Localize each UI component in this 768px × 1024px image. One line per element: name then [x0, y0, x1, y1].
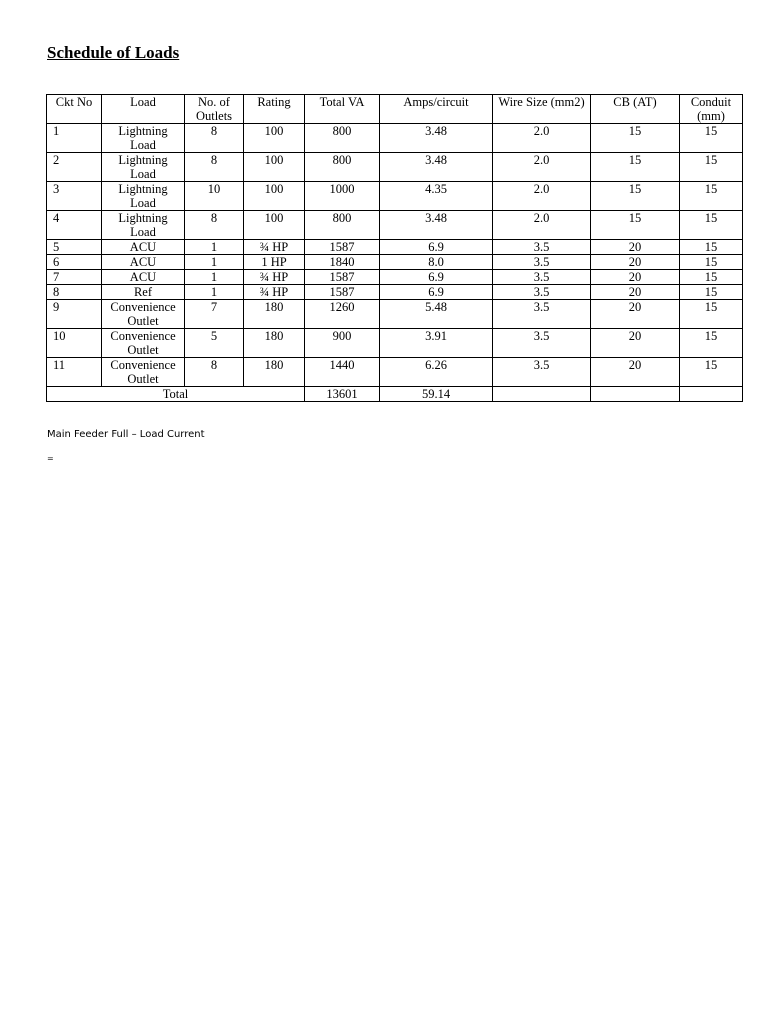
cell-wire: 3.5 — [493, 358, 591, 387]
cell-load: Lightning Load — [102, 153, 185, 182]
cell-conduit: 15 — [680, 255, 743, 270]
cell-wire: 2.0 — [493, 153, 591, 182]
cell-cb: 20 — [591, 270, 680, 285]
cell-rating: 100 — [244, 153, 305, 182]
cell-total-va: 800 — [305, 211, 380, 240]
cell-conduit: 15 — [680, 153, 743, 182]
cell-ckt: 11 — [47, 358, 102, 387]
main-feeder-note: Main Feeder Full – Load Current — [47, 429, 205, 440]
cell-conduit: 15 — [680, 240, 743, 255]
cell-load: ACU — [102, 270, 185, 285]
cell-total-va: 1840 — [305, 255, 380, 270]
cell-conduit: 15 — [680, 285, 743, 300]
header-load: Load — [102, 95, 185, 124]
cell-ckt: 6 — [47, 255, 102, 270]
table-row — [47, 300, 743, 329]
total-va-value: 13601 — [305, 387, 380, 402]
table-row — [47, 358, 743, 387]
cell-outlets: 1 — [185, 270, 244, 285]
table-row — [47, 329, 743, 358]
cell-outlets: 8 — [185, 124, 244, 153]
cell-wire: 3.5 — [493, 255, 591, 270]
cell-wire: 2.0 — [493, 182, 591, 211]
cell-conduit: 15 — [680, 124, 743, 153]
cell-cb: 20 — [591, 240, 680, 255]
table-header-row — [47, 95, 743, 124]
cell-load: Lightning Load — [102, 182, 185, 211]
cell-conduit: 15 — [680, 270, 743, 285]
cell-load: ACU — [102, 255, 185, 270]
cell-amps: 8.0 — [380, 255, 493, 270]
cell-outlets: 5 — [185, 329, 244, 358]
cell-conduit: 15 — [680, 182, 743, 211]
table-row — [47, 255, 743, 270]
cell-cb: 15 — [591, 153, 680, 182]
header-total-va: Total VA — [305, 95, 380, 124]
table-row — [47, 124, 743, 153]
cell-load: Lightning Load — [102, 124, 185, 153]
page-title: Schedule of Loads — [47, 43, 180, 62]
cell-rating: 180 — [244, 358, 305, 387]
header-outlets: No. of Outlets — [185, 95, 244, 124]
header-conduit: Conduit (mm) — [680, 95, 743, 124]
cell-ckt: 8 — [47, 285, 102, 300]
cell-outlets: 1 — [185, 285, 244, 300]
cell-rating: 100 — [244, 124, 305, 153]
cell-ckt: 5 — [47, 240, 102, 255]
cell-amps: 5.48 — [380, 300, 493, 329]
cell-load: Convenience Outlet — [102, 358, 185, 387]
table-row — [47, 270, 743, 285]
table-row — [47, 211, 743, 240]
cell-outlets: 1 — [185, 255, 244, 270]
header-ckt-no: Ckt No — [47, 95, 102, 124]
cell-amps: 6.9 — [380, 240, 493, 255]
cell-load: Convenience Outlet — [102, 329, 185, 358]
total-wire-empty — [493, 387, 591, 402]
cell-rating: ¾ HP — [244, 270, 305, 285]
cell-total-va: 1587 — [305, 240, 380, 255]
cell-wire: 3.5 — [493, 240, 591, 255]
cell-ckt: 7 — [47, 270, 102, 285]
header-amps: Amps/circuit — [380, 95, 493, 124]
cell-outlets: 8 — [185, 358, 244, 387]
cell-rating: ¾ HP — [244, 285, 305, 300]
cell-amps: 4.35 — [380, 182, 493, 211]
cell-outlets: 1 — [185, 240, 244, 255]
table-row — [47, 182, 743, 211]
total-label: Total — [47, 387, 305, 402]
cell-total-va: 800 — [305, 124, 380, 153]
table-row — [47, 285, 743, 300]
cell-load: Lightning Load — [102, 211, 185, 240]
cell-conduit: 15 — [680, 211, 743, 240]
cell-wire: 2.0 — [493, 211, 591, 240]
cell-cb: 15 — [591, 211, 680, 240]
cell-cb: 20 — [591, 358, 680, 387]
total-conduit-empty — [680, 387, 743, 402]
cell-rating: 100 — [244, 211, 305, 240]
cell-cb: 20 — [591, 300, 680, 329]
cell-ckt: 1 — [47, 124, 102, 153]
cell-ckt: 3 — [47, 182, 102, 211]
cell-cb: 15 — [591, 124, 680, 153]
cell-outlets: 7 — [185, 300, 244, 329]
cell-total-va: 1000 — [305, 182, 380, 211]
cell-conduit: 15 — [680, 358, 743, 387]
cell-load: Ref — [102, 285, 185, 300]
cell-rating: 1 HP — [244, 255, 305, 270]
table-row — [47, 240, 743, 255]
cell-cb: 15 — [591, 182, 680, 211]
cell-wire: 3.5 — [493, 329, 591, 358]
cell-wire: 3.5 — [493, 285, 591, 300]
total-cb-empty — [591, 387, 680, 402]
cell-wire: 3.5 — [493, 270, 591, 285]
cell-cb: 20 — [591, 329, 680, 358]
cell-rating: 180 — [244, 300, 305, 329]
cell-amps: 6.26 — [380, 358, 493, 387]
cell-total-va: 1587 — [305, 270, 380, 285]
cell-load: ACU — [102, 240, 185, 255]
cell-amps: 3.48 — [380, 211, 493, 240]
cell-amps: 3.48 — [380, 124, 493, 153]
cell-amps: 6.9 — [380, 270, 493, 285]
cell-total-va: 1440 — [305, 358, 380, 387]
cell-total-va: 900 — [305, 329, 380, 358]
cell-ckt: 10 — [47, 329, 102, 358]
schedule-of-loads-table — [46, 94, 743, 402]
cell-outlets: 8 — [185, 153, 244, 182]
cell-amps: 3.48 — [380, 153, 493, 182]
equation-line: = — [47, 454, 54, 463]
header-cb: CB (AT) — [591, 95, 680, 124]
cell-cb: 20 — [591, 285, 680, 300]
cell-amps: 6.9 — [380, 285, 493, 300]
total-row — [47, 387, 743, 402]
cell-conduit: 15 — [680, 300, 743, 329]
cell-outlets: 10 — [185, 182, 244, 211]
cell-ckt: 4 — [47, 211, 102, 240]
cell-wire: 2.0 — [493, 124, 591, 153]
cell-total-va: 1260 — [305, 300, 380, 329]
cell-total-va: 1587 — [305, 285, 380, 300]
cell-ckt: 2 — [47, 153, 102, 182]
cell-load: Convenience Outlet — [102, 300, 185, 329]
cell-cb: 20 — [591, 255, 680, 270]
cell-rating: 180 — [244, 329, 305, 358]
cell-ckt: 9 — [47, 300, 102, 329]
cell-outlets: 8 — [185, 211, 244, 240]
cell-rating: 100 — [244, 182, 305, 211]
cell-rating: ¾ HP — [244, 240, 305, 255]
cell-conduit: 15 — [680, 329, 743, 358]
cell-total-va: 800 — [305, 153, 380, 182]
cell-wire: 3.5 — [493, 300, 591, 329]
header-rating: Rating — [244, 95, 305, 124]
total-amps-value: 59.14 — [380, 387, 493, 402]
table-row — [47, 153, 743, 182]
cell-amps: 3.91 — [380, 329, 493, 358]
header-wire-size: Wire Size (mm2) — [493, 95, 591, 124]
